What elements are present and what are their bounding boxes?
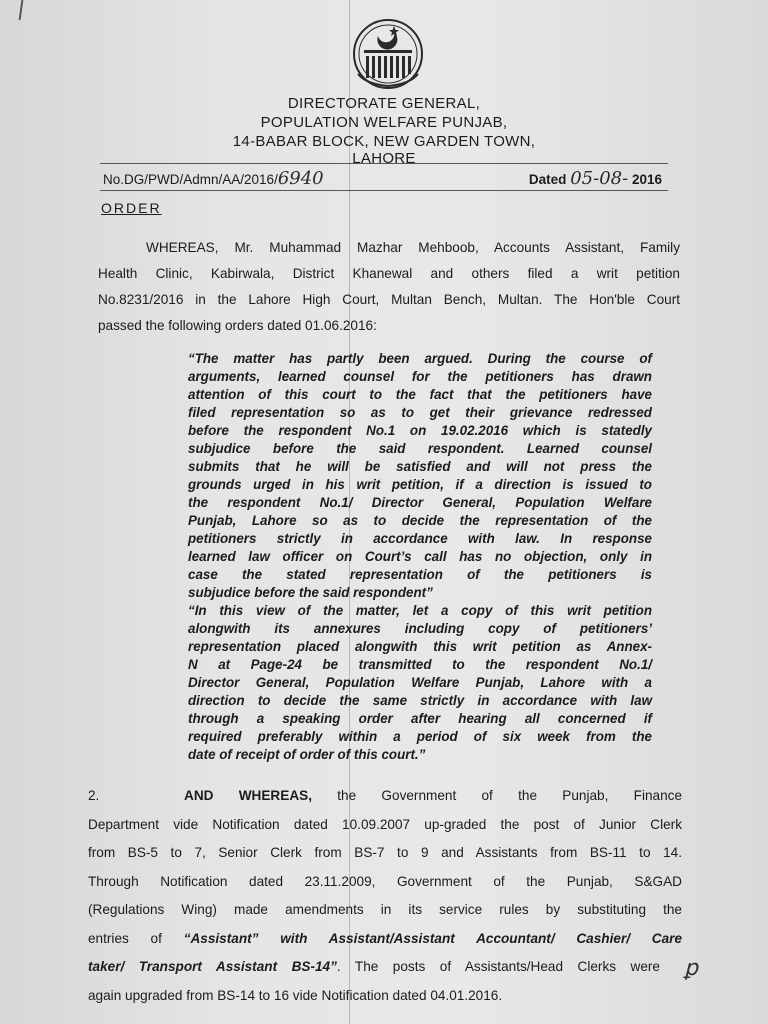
quote-line: learned law officer on Court’s call has no objection, only in: [188, 549, 652, 564]
para1-line: No.8231/2016 in the Lahore High Court, Multan Bench, Multan. The Hon'ble Court: [98, 292, 680, 307]
quote-line: grounds urged in his writ petition, if a direction is issued to: [188, 477, 652, 492]
para2-line-1: [88, 788, 682, 817]
quote-line: required preferably within a period of six week from the: [188, 729, 652, 744]
para2-line: (Regulations Wing) made amendments in its service rules by substituting the: [88, 902, 682, 917]
para2-text: entries of: [88, 930, 162, 946]
para2-line: Through Notification dated 23.11.2009, Government of the Punjab, S&GAD: [88, 873, 682, 889]
quote-line: submits that he will be satisfied and will not press the: [188, 459, 652, 474]
order-title: ORDER: [101, 200, 162, 216]
quote-line: subjudice before the said respondent”: [188, 585, 433, 600]
org-name-line-1: DIRECTORATE GENERAL,: [287, 95, 481, 112]
quote-line: the respondent No.1/ Director General, Population Welfare: [188, 495, 652, 510]
reference-line: [100, 163, 668, 191]
quote-line: date of receipt of order of this court.”: [188, 747, 426, 762]
reference-date: [529, 168, 662, 189]
quote-line: case the stated representation of the petitioners is: [188, 567, 652, 582]
quote-line: “The matter has partly been argued. During the course of: [188, 351, 652, 366]
quote-line: before the respondent No.1 on 19.02.2016 which is statedly: [188, 423, 652, 438]
quote-line: arguments, learned counsel for the petitioners has drawn: [188, 369, 652, 384]
para2-emphasis: taker/ Transport Assistant BS-14”: [88, 959, 337, 974]
quote-line: attention of this court to the fact that the petitioners have: [188, 387, 652, 402]
para2-line-7: [88, 959, 682, 988]
quote-line: filed representation so as to get their grievance redressed: [188, 405, 652, 420]
reference-handwritten-number: 6940: [277, 168, 324, 189]
para2-text: the Government of the Punjab, Finance: [337, 788, 683, 803]
para2-lead: AND WHEREAS,: [184, 788, 312, 803]
quote-line: N at Page-24 be transmitted to the respondent No.1/: [188, 657, 652, 672]
quote-line: representation placed alongwith this writ petition as Annex-: [188, 639, 652, 654]
court-order-quote: [188, 350, 652, 764]
para2-emphasis: “Assistant” with Assistant/Assistant Accountant/ Cashier/ Care: [183, 930, 682, 946]
quote-line: direction to decide the same strictly in accordance with law: [188, 693, 652, 708]
para1-line: WHEREAS, Mr. Muhammad Mazhar Mehboob, Accounts Assistant, Family: [146, 240, 680, 255]
para2-line: Department vide Notification dated 10.09.2007 up-graded the post of Junior Clerk: [88, 816, 682, 832]
quote-line: Director General, Population Welfare Punjab, Lahore with a: [188, 675, 652, 690]
para2-line: again upgraded from BS-14 to 16 vide Notification dated 04.01.2016.: [88, 987, 503, 1003]
paragraph-number: 2.: [88, 788, 100, 803]
city-line: LAHORE: [352, 150, 416, 167]
para1-line: passed the following orders dated 01.06.2016:: [98, 318, 377, 333]
para1-line: Health Clinic, Kabirwala, District Khanewal and others filed a writ petition: [98, 266, 680, 281]
quote-line: alongwith its annexures including copy of petitioners’: [188, 621, 652, 636]
quote-line: subjudice before the said respondent. Learned counsel: [188, 441, 652, 456]
paragraph-1: [98, 240, 680, 344]
para2-text: . The posts of Assistants/Head Clerks were: [336, 959, 660, 974]
quote-line: “In this view of the matter, let a copy of this writ petition: [188, 603, 652, 618]
dated-label: Dated: [528, 172, 567, 187]
address-line: 14-BABAR BLOCK, NEW GARDEN TOWN,: [232, 133, 536, 150]
quote-line: through a speaking order after hearing all concerned if: [188, 711, 652, 726]
org-name-line-2: POPULATION WELFARE PUNJAB,: [260, 114, 508, 131]
reference-prefix: No.DG/PWD/Admn/AA/2016/: [103, 172, 278, 187]
quote-line: Punjab, Lahore so as to decide the representation of the: [188, 513, 652, 528]
paragraph-2: [88, 788, 682, 1016]
handwritten-initials: ꝑ: [684, 956, 698, 981]
reference-number: [103, 168, 324, 189]
pen-mark: [19, 0, 24, 20]
punjab-emblem-icon: [348, 14, 428, 94]
dated-year: 2016: [631, 172, 662, 187]
dated-handwritten: 05-08-: [570, 168, 629, 189]
para2-line: from BS-5 to 7, Senior Clerk from BS-7 to 9 and Assistants from BS-11 to 14.: [88, 845, 682, 860]
para2-line-6: [88, 931, 682, 960]
quote-line: petitioners strictly in accordance with law. In response: [188, 531, 652, 546]
